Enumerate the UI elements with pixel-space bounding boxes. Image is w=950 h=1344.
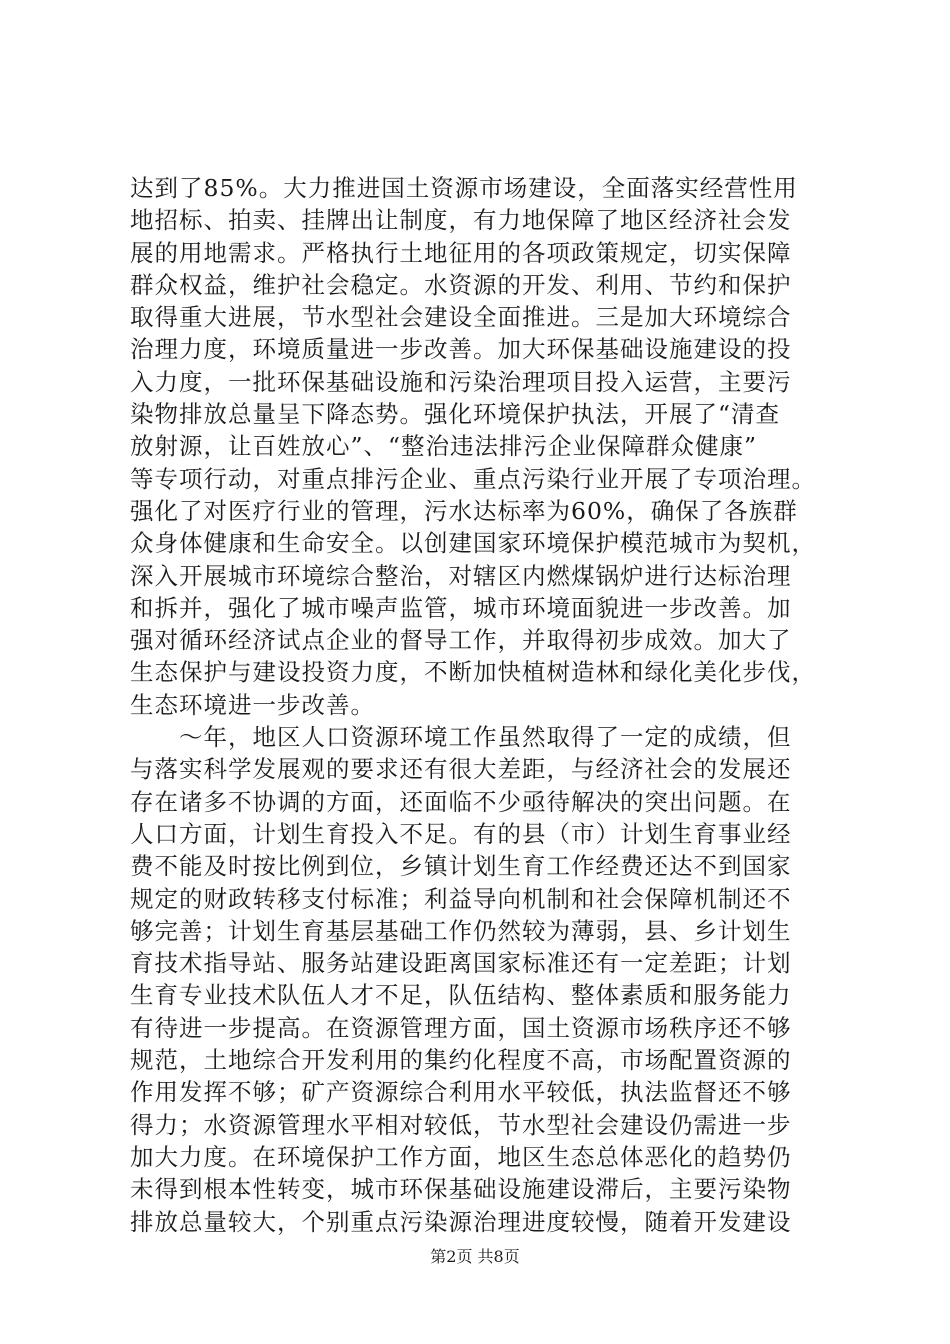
text-line: 达到了85%。大力推进国土资源市场建设，全面落实经营性用 <box>130 174 798 202</box>
text-line: 排放总量较大，个别重点污染源治理进度较慢，随着开发建设 <box>130 1207 792 1236</box>
text-line: 生态保护与建设投资力度，不断加快植树造林和绿化美化步伐， <box>130 658 816 687</box>
text-line: 加大力度。在环境保护工作方面，地区生态总体恶化的趋势仍 <box>130 1142 792 1171</box>
text-line: 生态环境进一步改善。 <box>130 690 375 719</box>
text-line: 众身体健康和生命安全。以创建国家环境保护模范城市为契机， <box>130 529 816 558</box>
text-line: 染物排放总量呈下降态势。强化环境保护执法，开展了“清查 <box>130 400 781 429</box>
text-line: 等专项行动，对重点排污企业、重点污染行业开展了专项治理。 <box>130 464 816 493</box>
text-line: 人口方面，计划生育投入不足。有的县（市）计划生育事业经 <box>130 819 792 848</box>
text-line: 规定的财政转移支付标准；利益导向机制和社会保障机制还不 <box>130 884 792 913</box>
text-line: 费不能及时按比例到位，乡镇计划生育工作经费还达不到国家 <box>130 852 792 881</box>
page-footer: 第2页 共8页 <box>430 1247 520 1266</box>
text-line: 群众权益，维护社会稳定。水资源的开发、利用、节约和保护 <box>130 270 792 299</box>
text-line: 够完善；计划生育基层基础工作仍然较为薄弱，县、乡计划生 <box>130 916 792 945</box>
text-line: 强化了对医疗行业的管理，污水达标率为60%，确保了各族群 <box>130 496 798 525</box>
text-line: 育技术指导站、服务站建设距离国家标准还有一定差距；计划 <box>130 949 792 978</box>
text-line: 地招标、拍卖、挂牌出让制度，有力地保障了地区经济社会发 <box>130 206 792 235</box>
text-line: 得力；水资源管理水平相对较低，节水型社会建设仍需进一步 <box>130 1110 792 1139</box>
text-line: 强对循环经济试点企业的督导工作，并取得初步成效。加大了 <box>130 626 792 655</box>
text-line: 和拆并，强化了城市噪声监管，城市环境面貌进一步改善。加 <box>130 593 792 622</box>
text-line: 未得到根本性转变，城市环保基础设施建设滞后，主要污染物 <box>130 1175 792 1204</box>
text-line: 生育专业技术队伍人才不足，队伍结构、整体素质和服务能力 <box>130 981 792 1010</box>
text-line: 与落实科学发展观的要求还有很大差距，与经济社会的发展还 <box>130 755 792 784</box>
text-line: 取得重大进展，节水型社会建设全面推进。三是加大环境综合 <box>130 303 792 332</box>
text-line: 治理力度，环境质量进一步改善。加大环保基础设施建设的投 <box>130 335 792 364</box>
text-line: 放射源，让百姓放心”、“整治违法排污企业保障群众健康” <box>130 432 758 461</box>
text-line: 深入开展城市环境综合整治，对辖区内燃煤锅炉进行达标治理 <box>130 561 792 590</box>
body-text <box>130 172 850 1238</box>
text-line: 有待进一步提高。在资源管理方面，国土资源市场秩序还不够 <box>130 1013 792 1042</box>
text-line: 存在诸多不协调的方面，还面临不少亟待解决的突出问题。在 <box>130 787 792 816</box>
text-line: 展的用地需求。严格执行土地征用的各项政策规定，切实保障 <box>130 238 792 267</box>
text-line: 入力度，一批环保基础设施和污染治理项目投入运营，主要污 <box>130 367 792 396</box>
text-line: 作用发挥不够；矿产资源综合利用水平较低，执法监督还不够 <box>130 1078 792 1107</box>
text-line: 规范，土地综合开发利用的集约化程度不高，市场配置资源的 <box>130 1046 792 1075</box>
text-line: ～年，地区人口资源环境工作虽然取得了一定的成绩，但 <box>130 723 792 752</box>
